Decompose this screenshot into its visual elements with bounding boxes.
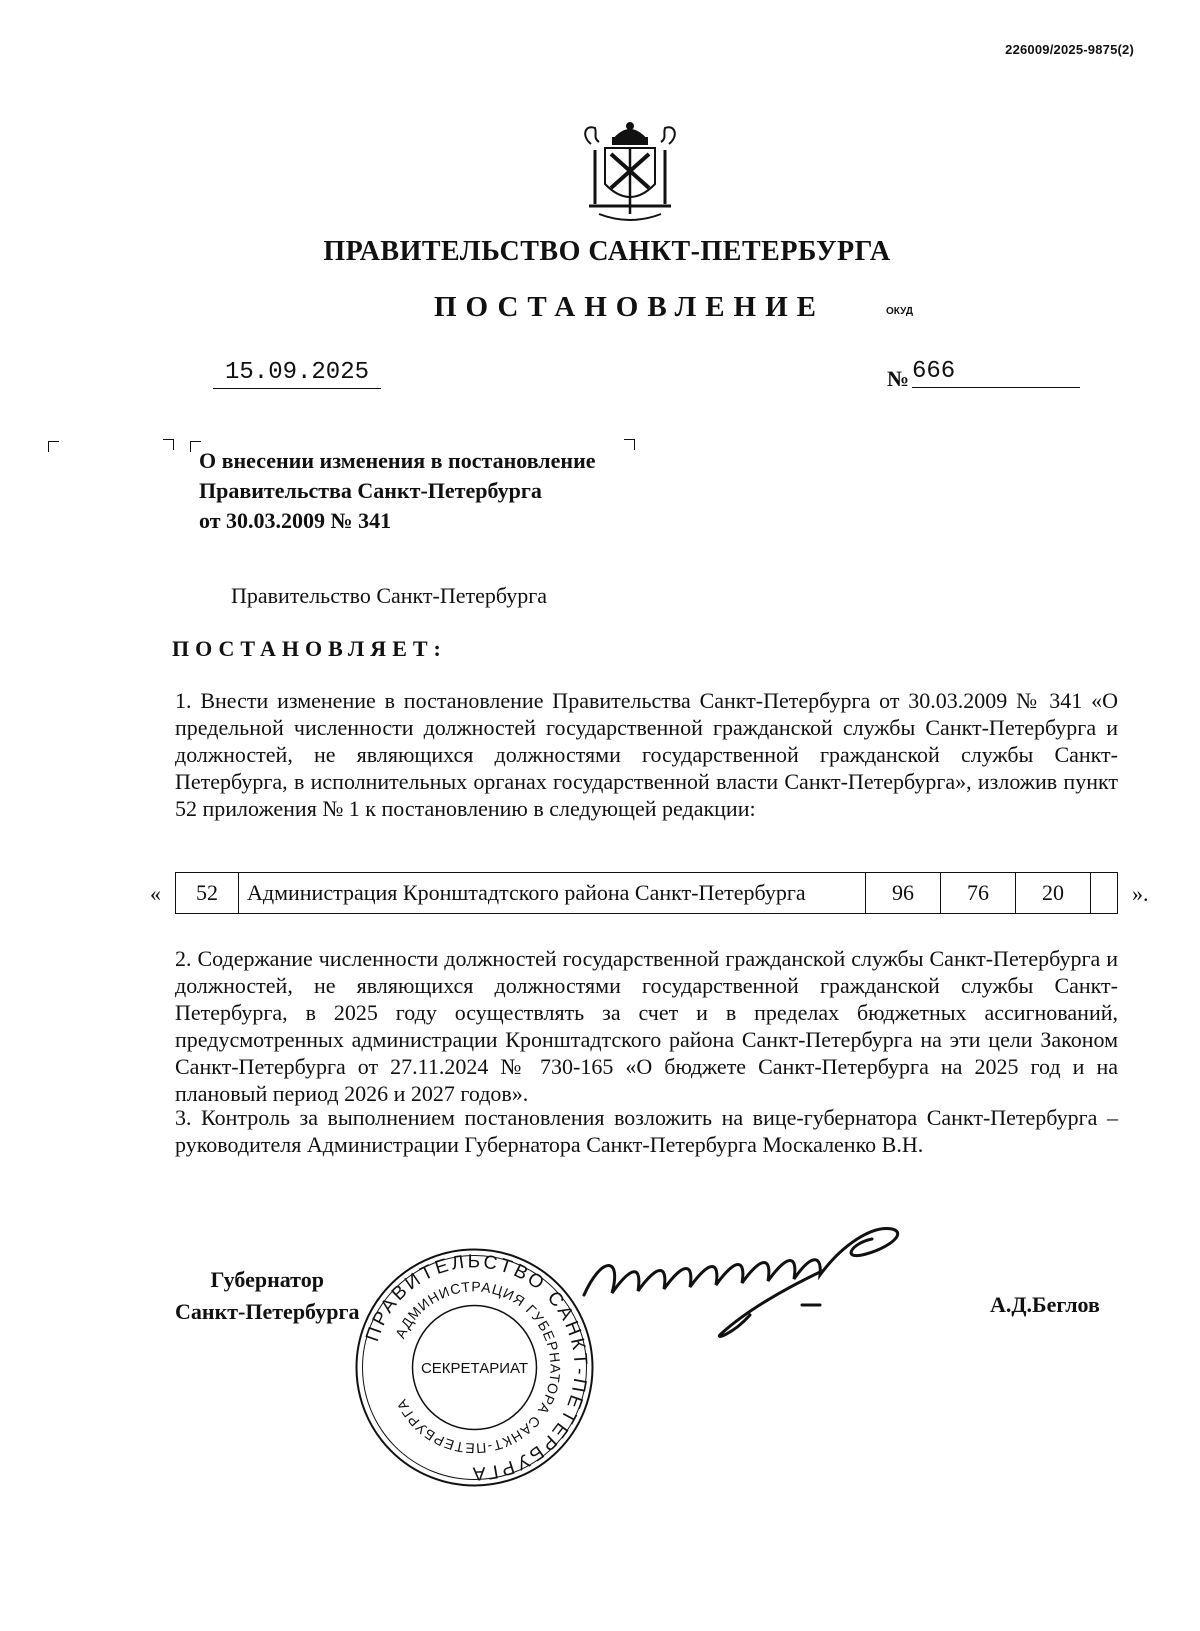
quote-open: «	[150, 881, 161, 906]
seal-outer-text: ПРАВИТЕЛЬСТВО САНКТ-ПЕТЕРБУРГА	[362, 1251, 591, 1484]
margin-corner-mark	[48, 441, 59, 452]
subject-corner-mark	[624, 439, 635, 450]
organization-title: ПРАВИТЕЛЬСТВО САНКТ-ПЕТЕРБУРГА	[323, 236, 891, 267]
document-type: ПОСТАНОВЛЕНИЕ	[434, 291, 826, 323]
table-row	[176, 873, 1118, 914]
handwritten-signature-icon	[572, 1215, 932, 1345]
amendment-table	[175, 872, 1118, 914]
decrees-heading: ПОСТАНОВЛЯЕТ:	[172, 636, 447, 661]
subject-corner-mark	[163, 439, 174, 450]
document-number: 666	[912, 358, 1080, 388]
document-date: 15.09.2025	[213, 359, 381, 389]
table-cell-value: 20	[1016, 873, 1091, 914]
coat-of-arms-icon	[575, 118, 685, 228]
paragraph-3: 3. Контроль за выполнением постановления возложить на вице-губернатора Санкт-Петербурга – руководителя Администрации Губернатора Санкт-Петербурга Москаленко В.Н.	[175, 1105, 1118, 1157]
table-cell-number: 52	[176, 873, 239, 914]
table-cell-value: 76	[941, 873, 1016, 914]
subject-line: от 30.03.2009 № 341	[199, 508, 392, 533]
table-cell-empty	[1091, 873, 1118, 914]
table-cell-name: Администрация Кронштадтского района Санкт-Петербурга	[239, 873, 866, 914]
seal-inner-text: АДМИНИСТРАЦИЯ ГУБЕРНАТОРА САНКТ-ПЕТЕРБУРГА	[391, 1278, 564, 1457]
table-cell-value: 96	[866, 873, 941, 914]
stamp-seal-icon	[352, 1245, 597, 1490]
signatory-title	[175, 1264, 359, 1328]
paragraph-1: 1. Внести изменение в постановление Правительства Санкт-Петербурга от 30.03.2009 № 341 «О предельной численности должностей государственной гражданской службы Санкт-Петербурга и должностей, не являющихся должностями государственной гражданской службы Санкт-Петербурга, в исполнительных органах государственной власти Санкт-Петербурга», изложив пункт 52 приложения № 1 к постановлению в следующей редакции:	[175, 688, 1118, 821]
signatory-title-line: Губернатор	[210, 1267, 324, 1292]
number-sign: №	[887, 366, 910, 391]
signatory-title-line: Санкт-Петербурга	[175, 1299, 360, 1324]
paragraph-2: 2. Содержание численности должностей государственной гражданской службы Санкт-Петербурга и должностей, не являющихся должностями государственной гражданской службы Санкт-Петербурга, в 2025 году осуществлять за счет и в пределах бюджетных ассигнований, предусмотренных администрации Кронштадтского района Санкт-Петербурга на эти цели Законом Санкт-Петербурга от 27.11.2024 № 730-165 «О бюджете Санкт-Петербурга на 2025 год и на плановый период 2026 и 2027 годов».	[175, 946, 1118, 1106]
intro-text: Правительство Санкт-Петербурга	[231, 583, 548, 608]
subject-line: О внесении изменения в постановление	[199, 448, 596, 473]
okud-label: ОКУД	[886, 306, 913, 317]
quote-close: ».	[1132, 881, 1149, 906]
seal-center-text: СЕКРЕТАРИАТ	[420, 1360, 529, 1377]
document-subject	[199, 446, 596, 536]
signatory-name: А.Д.Беглов	[990, 1292, 1100, 1317]
document-id: 226009/2025-9875(2)	[1005, 42, 1134, 57]
subject-line: Правительства Санкт-Петербурга	[199, 478, 542, 503]
